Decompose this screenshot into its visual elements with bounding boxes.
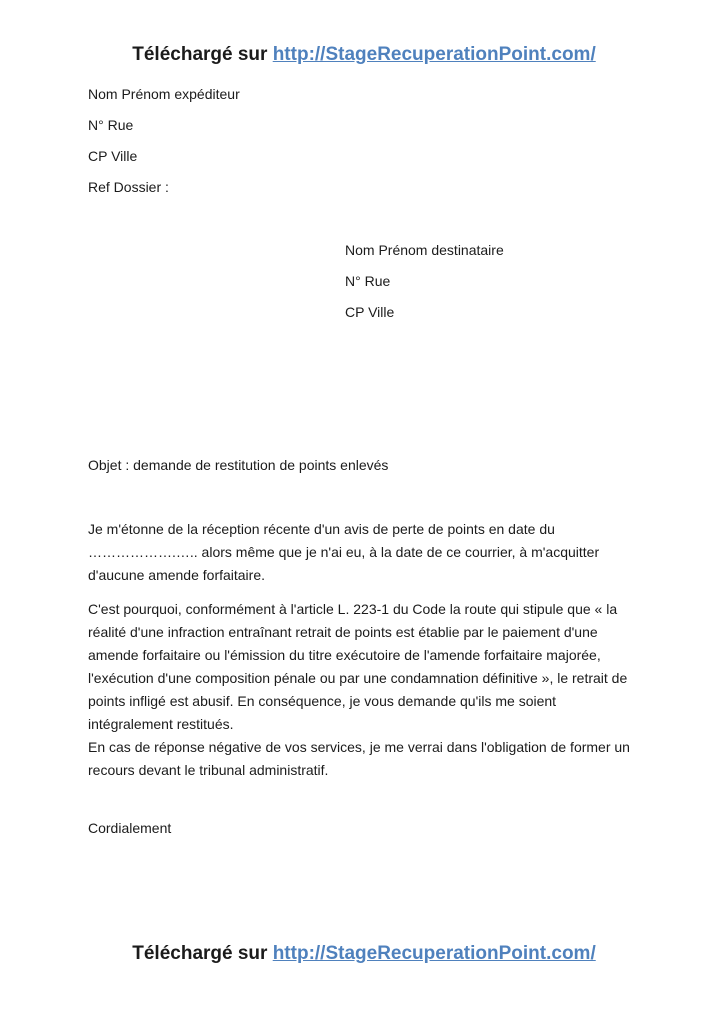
- sender-name-line: Nom Prénom expéditeur: [88, 86, 240, 102]
- download-link-bottom[interactable]: http://StageRecuperationPoint.com/: [272, 943, 596, 964]
- body-paragraph-1: Je m'étonne de la réception récente d'un avis de perte de points en date du ……………….….. alors même que je n'ai eu, à la date de ce courrier, à m'acquitter d'aucune amende forfaitaire.: [88, 521, 600, 583]
- recipient-street-line: N° Rue: [345, 273, 391, 289]
- sender-address-block: [88, 84, 240, 208]
- closing-line: Cordialement: [88, 820, 172, 836]
- download-banner-top-prefix: Téléchargé sur: [132, 44, 268, 65]
- download-banner-bottom-prefix: Téléchargé sur: [132, 943, 268, 964]
- recipient-city-line: CP Ville: [345, 304, 395, 320]
- sender-street-line: N° Rue: [88, 117, 134, 133]
- sender-ref-line: Ref Dossier :: [88, 179, 169, 195]
- recipient-address-block: [345, 240, 504, 333]
- subject-line: Objet : demande de restitution de points enlevés: [88, 457, 389, 473]
- sender-city-line: CP Ville: [88, 148, 138, 164]
- body-paragraph-3: En cas de réponse négative de vos services, je me verrai dans l'obligation de former un recours devant le tribunal administratif.: [88, 739, 630, 778]
- recipient-name-line: Nom Prénom destinataire: [345, 242, 504, 258]
- body-paragraph-2: C'est pourquoi, conformément à l'article L. 223-1 du Code la route qui stipule que « la réalité d'une infraction entraînant retrait de points est établie par le paiement d'une amende forfaitaire ou l'émission du titre exécutoire de l'amende forfaitaire majorée, l'exécution d'une composition pénale ou par une condamnation définitive », le retrait de points infligé est abusif. En conséquence, je vous demande qu'ils me soient intégralement restitués.: [88, 601, 628, 732]
- download-link-top[interactable]: http://StageRecuperationPoint.com/: [272, 44, 596, 65]
- download-banner-bottom: [0, 941, 728, 967]
- download-banner-top: [0, 42, 728, 68]
